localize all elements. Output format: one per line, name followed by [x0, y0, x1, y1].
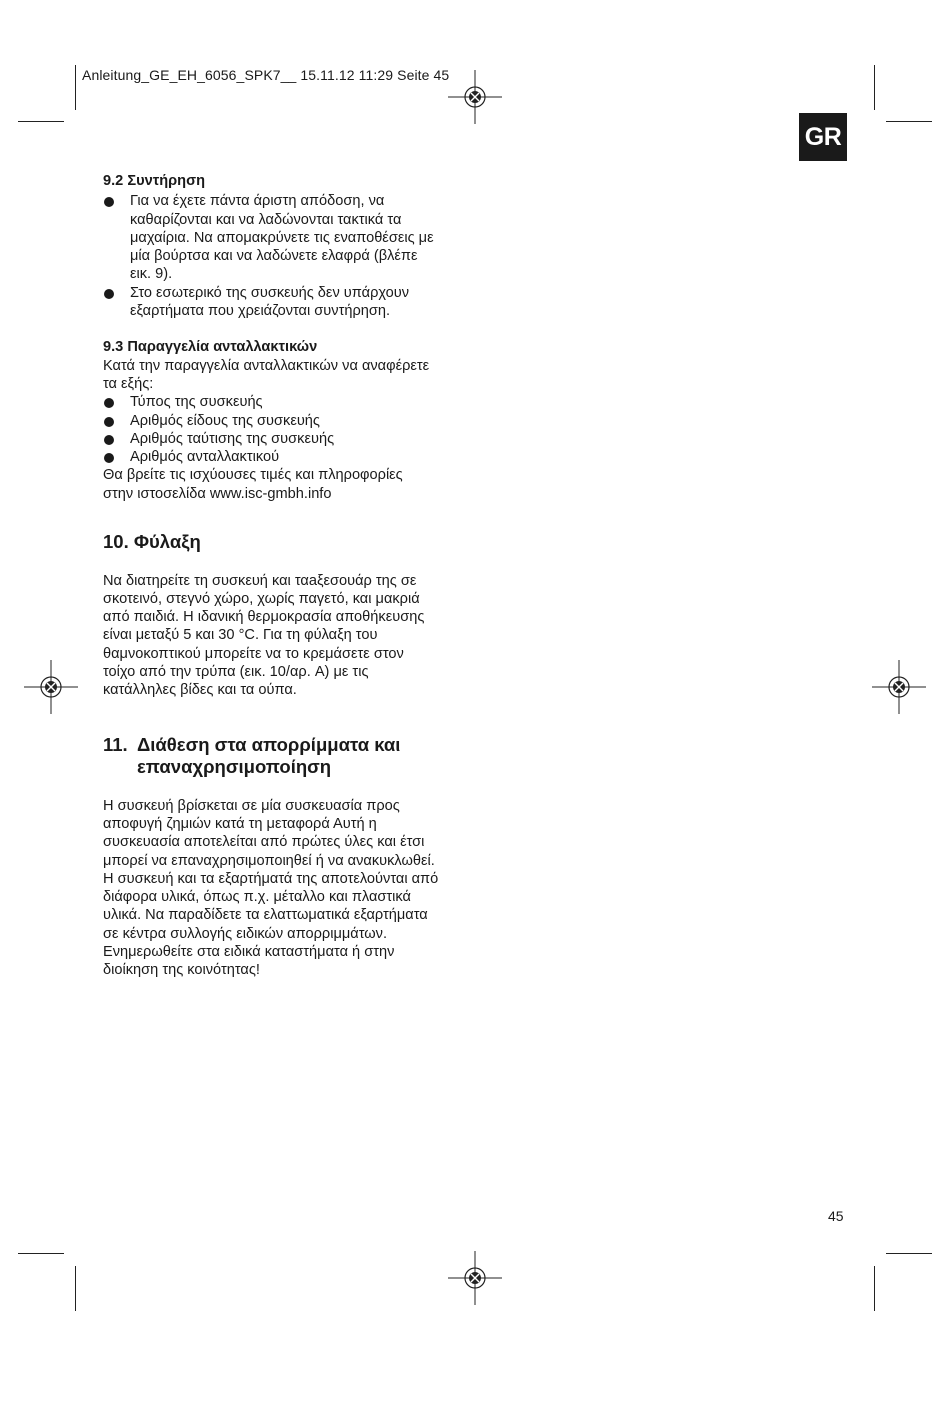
list-item: Για να έχετε πάντα άριστη απόδοση, να καθαρίζονται και να λαδώνονται τακτικά τα μαχαίρια. Να απομακρύνετε τις εναποθέσεις με μία βούρτσα και να λαδώνετε ελαφρά (βλέπε εικ. 9).	[103, 192, 473, 283]
crosshair-target-icon	[872, 660, 926, 714]
paragraph: Κατά την παραγγελία ανταλλακτικών να αναφέρετε τα εξής:	[103, 357, 430, 392]
paragraph: Η συσκευή βρίσκεται σε μία συσκευασία προς αποφυγή ζημιών κατά τη μεταφορά Αυτή η συσκευασία αποτελείται από πρώτες ύλες και έτσι μπορεί να επαναχρησιμοποιηθεί ή να ανακυκλωθεί. Η συσκευή και τα εξαρτήματά της αποτελούνται από διάφορα υλικά, όπως π.χ. μέταλλο και πλαστικά υλικά. Να παραδίδετε τα ελαττωματικά εξαρτήματα σε κέντρα συλλογής ειδικών απορριμμάτων. Ενημερωθείτε στα ειδικά καταστήματα ή στην διοίκηση της κοινότητας!	[103, 797, 439, 979]
list-item: Αριθμός είδους της συσκευής	[103, 412, 473, 430]
list-item: Αριθμός ταύτισης της συσκευής	[103, 430, 473, 448]
language-badge: GR	[799, 113, 847, 161]
chapter-heading: 11. Διάθεση στα απορρίμματα και επαναχρησιμοποίηση	[103, 733, 401, 778]
crop-mark	[18, 121, 64, 122]
crop-mark	[874, 65, 875, 110]
list-item: Στο εσωτερικό της συσκευής δεν υπάρχουν εξαρτήματα που χρειάζονται συντήρηση.	[103, 284, 473, 321]
crop-mark	[75, 1266, 76, 1311]
print-slug: Anleitung_GE_EH_6056_SPK7__ 15.11.12 11:29 Seite 45	[82, 67, 450, 83]
crop-mark	[18, 1253, 64, 1254]
crop-mark	[886, 121, 932, 122]
crosshair-target-icon	[448, 70, 502, 124]
bullet-icon	[104, 453, 114, 463]
bullet-icon	[104, 398, 114, 408]
chapter-heading: 10. Φύλαξη	[103, 531, 201, 553]
section-heading: 9.2 Συντήρηση	[103, 173, 205, 189]
list-item: Τύπος της συσκευής	[103, 393, 473, 411]
paragraph: Να διατηρείτε τη συσκευή και ταaξεσουάρ της σε σκοτεινό, στεγνό χώρο, χωρίς παγετό, και μακριά από παιδιά. Η ιδανική θερμοκρασία αποθήκευσης είναι μεταξύ 5 και 30 °C. Για τη φύλαξη του θαμνοκοπτικού μπορείτε να το κρεμάσετε στον τοίχο από την τρύπα (εικ. 10/αρ. A) με τις κατάλληλες βίδες και τα ούπα.	[103, 572, 425, 699]
crop-mark	[886, 1253, 932, 1254]
crop-mark	[75, 65, 76, 110]
page-number: 45	[828, 1208, 844, 1224]
crop-mark	[874, 1266, 875, 1311]
bullet-icon	[104, 197, 114, 207]
crosshair-target-icon	[24, 660, 78, 714]
paragraph: Θα βρείτε τις ισχύουσες τιμές και πληροφορίες στην ιστοσελίδα www.isc-gmbh.info	[103, 467, 403, 502]
section-heading: 9.3 Παραγγελία ανταλλακτικών	[103, 339, 318, 356]
bullet-icon	[104, 289, 114, 299]
main-content	[103, 172, 473, 980]
chapter-number: 11.	[103, 733, 128, 755]
list-item: Αριθμός ανταλλακτικού	[103, 448, 473, 466]
bullet-icon	[104, 417, 114, 427]
bullet-icon	[104, 435, 114, 445]
crosshair-target-icon	[448, 1251, 502, 1305]
